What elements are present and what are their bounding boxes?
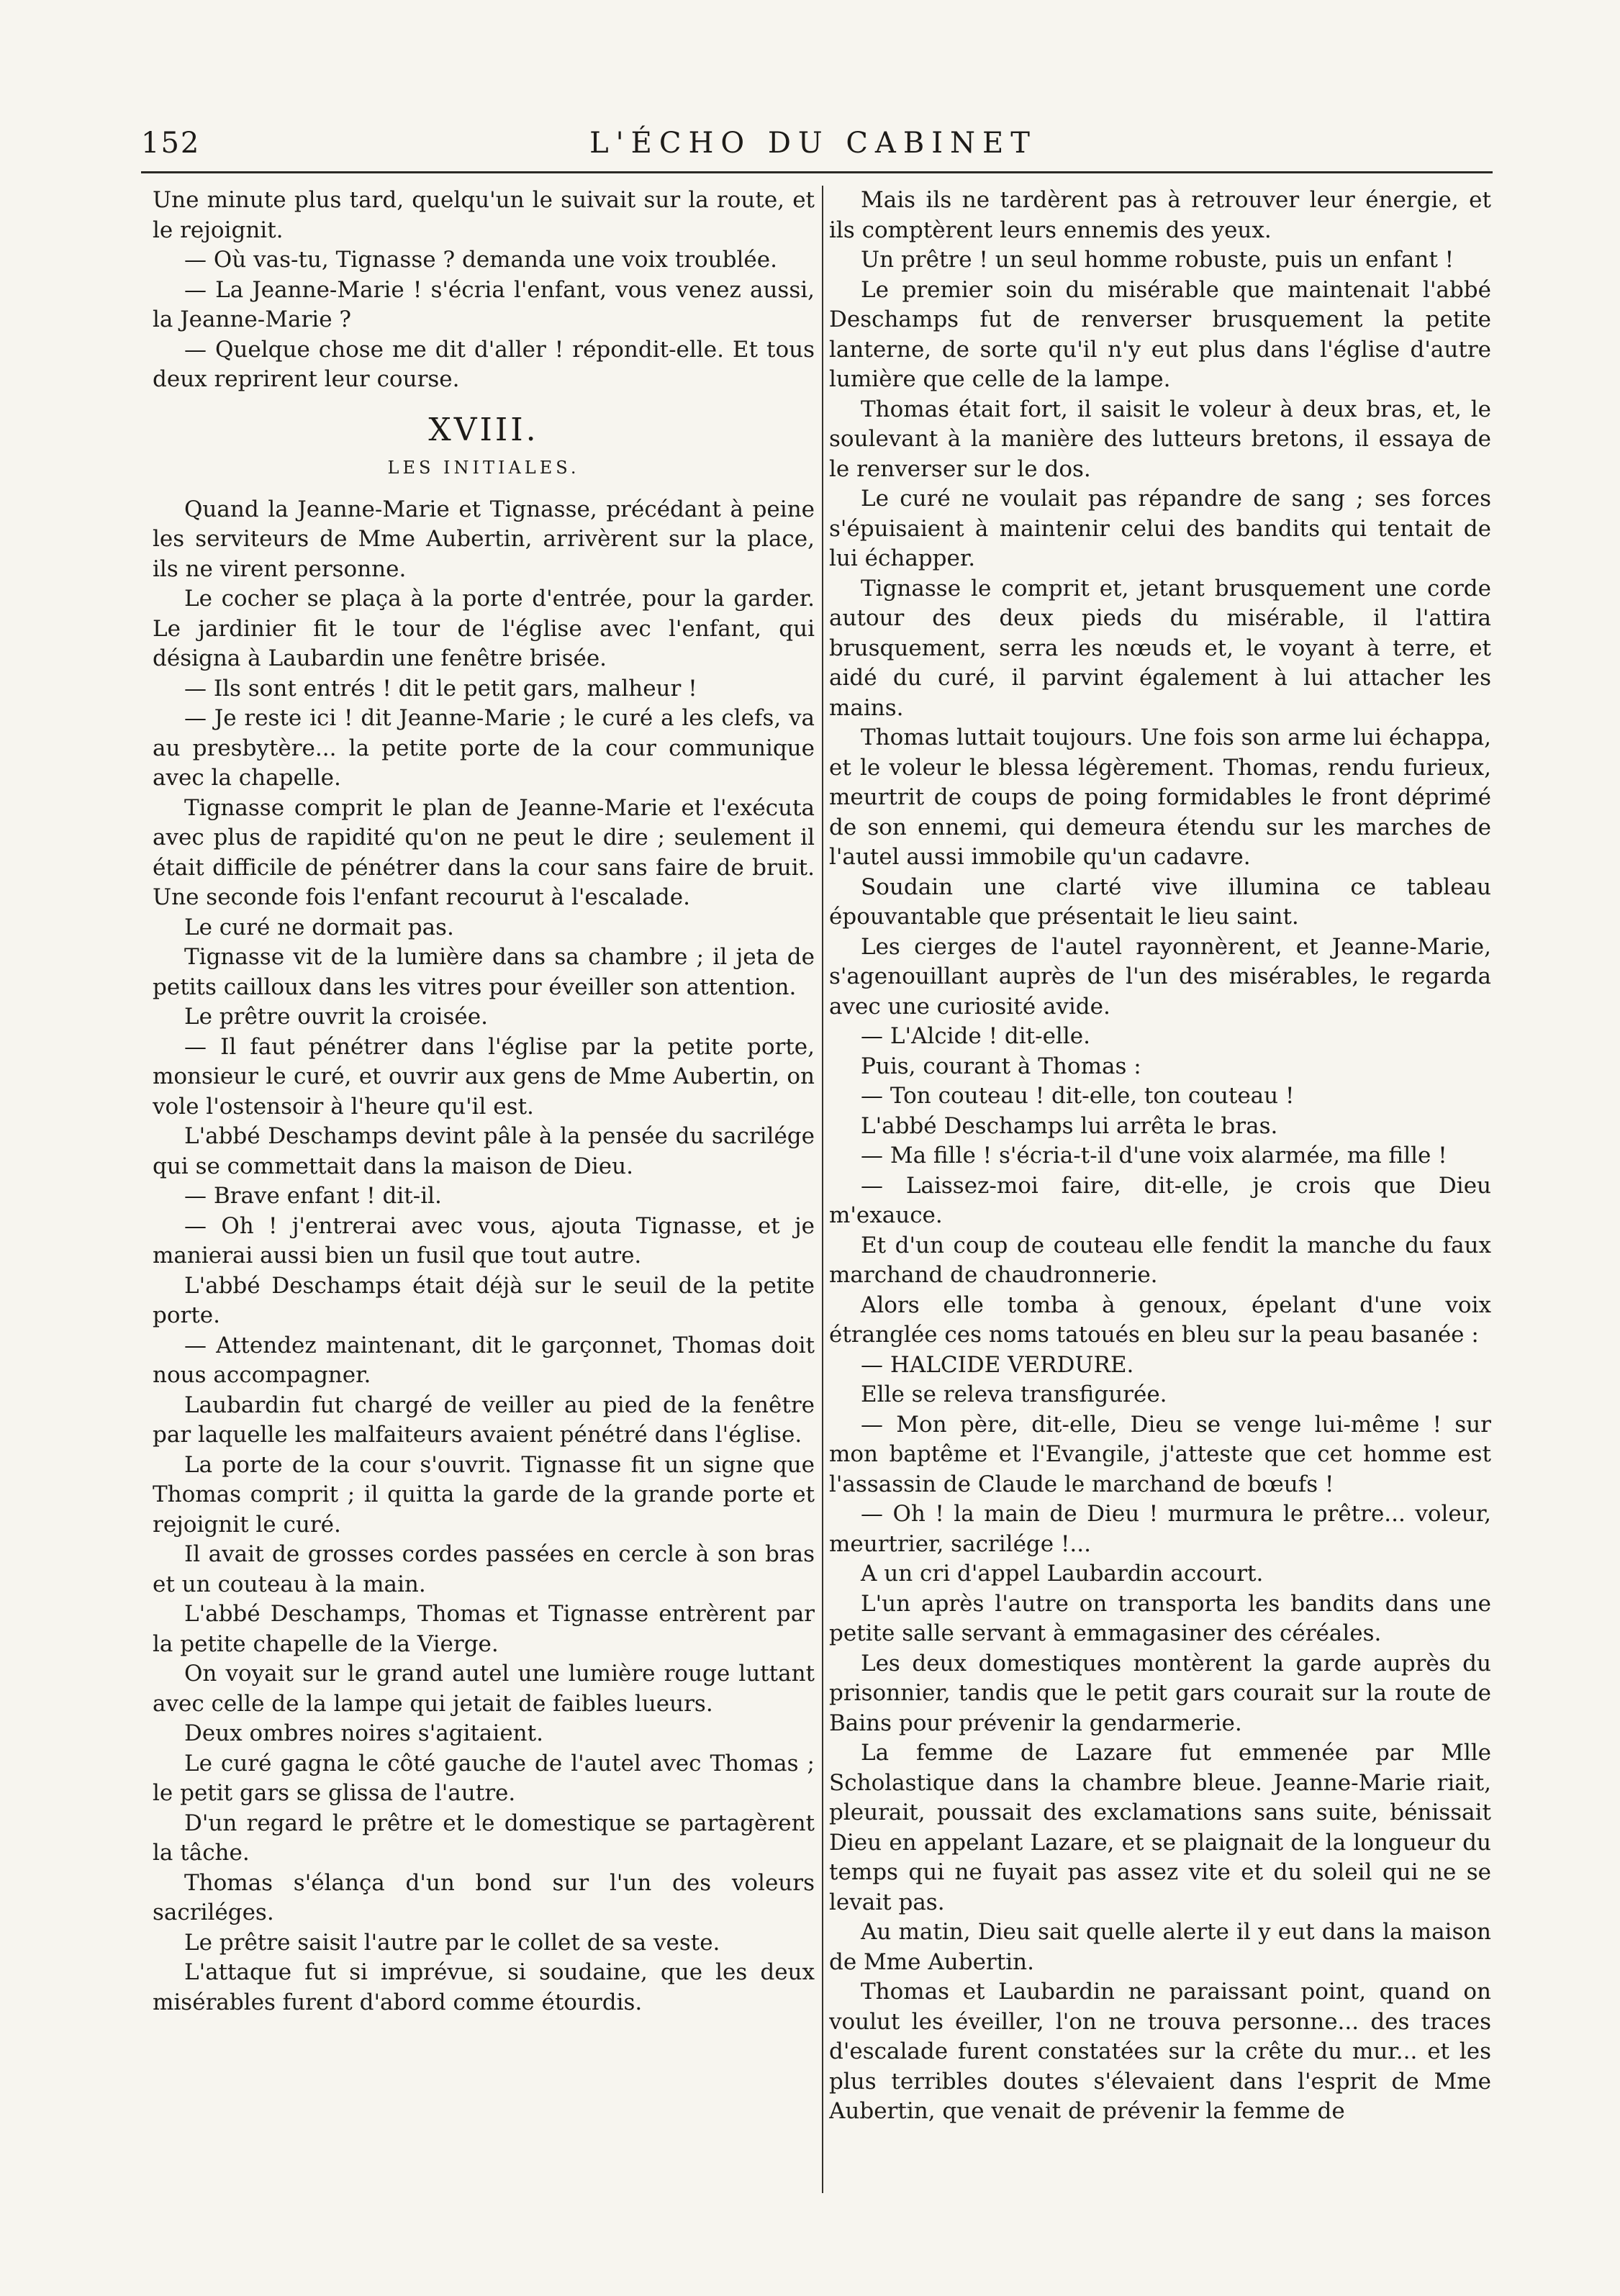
paragraph: — Il faut pénétrer dans l'église par la petite porte, monsieur le curé, et ouvrir aux gens de Mme Aubertin, on vole l'ostensoir à l'heure qu'il est.: [153, 1033, 815, 1120]
paragraph: La femme de Lazare fut emmenée par Mlle Scholastique dans la chambre bleue. Jeanne-Marie riait, pleurait, poussait des exclamations sans suite, bénissait Dieu en appelant Lazare, et se plaignait de la longueur du temps qui ne fuyait pas assez vite et du soleil qui ne se levait pas.: [829, 1740, 1491, 1915]
header-rule: [141, 171, 1493, 173]
paragraph: Thomas s'élança d'un bond sur l'un des voleurs sacriléges.: [153, 1869, 815, 1925]
paragraph: Le prêtre saisit l'autre par le collet de sa veste.: [184, 1929, 720, 1956]
paragraph: On voyait sur le grand autel une lumière rouge luttant avec celle de la lampe qui jetait de faibles lueurs.: [153, 1661, 815, 1717]
paragraph: L'un après l'autre on transporta les bandits dans une petite salle servant à emmagasiner des céréales.: [829, 1590, 1491, 1646]
paragraph: — Ils sont entrés ! dit le petit gars, malheur !: [184, 675, 697, 702]
paragraph: L'abbé Deschamps, Thomas et Tignasse entrèrent par la petite chapelle de la Vierge.: [153, 1601, 815, 1657]
paragraph: Les deux domestiques montèrent la garde auprès du prisonnier, tandis que le petit gars courait sur la route de Bains pour prévenir la gendarmerie.: [829, 1650, 1491, 1736]
paragraph: — L'Alcide ! dit-elle.: [861, 1023, 1090, 1049]
paragraph: — Attendez maintenant, dit le garçonnet, Thomas doit nous accompagner.: [153, 1332, 815, 1388]
paragraph: Puis, courant à Thomas :: [861, 1053, 1141, 1079]
paragraph: Tignasse le comprit et, jetant brusquement une corde autour des deux pieds du misérable, il l'attira brusquement, serra les nœuds et, le voyant à terre, et aidé du curé, il parvint également à lui attacher les mains.: [829, 575, 1491, 721]
paragraph: Laubardin fut chargé de veiller au pied de la fenêtre par laquelle les malfaiteurs avaient pénétré dans l'église.: [153, 1392, 815, 1448]
right-column: [829, 186, 1491, 2200]
paragraph: L'attaque fut si imprévue, si soudaine, que les deux misérables furent d'abord comme étourdis.: [153, 1959, 815, 2015]
paragraph: Et d'un coup de couteau elle fendit la manche du faux marchand de chaudronnerie.: [829, 1232, 1491, 1288]
paragraph: Mais ils ne tardèrent pas à retrouver leur énergie, et ils comptèrent leurs ennemis des yeux.: [829, 187, 1491, 243]
paragraph: — Quelque chose me dit d'aller ! répondit-elle. Et tous deux reprirent leur course.: [153, 336, 815, 392]
paragraph: Le cocher se plaça à la porte d'entrée, pour la garder. Le jardinier fit le tour de l'église avec l'enfant, qui désigna à Laubardin une fenêtre brisée.: [153, 586, 815, 671]
paragraph: Soudain une clarté vive illumina ce tableau épouvantable que présentait le lieu saint.: [829, 874, 1491, 930]
paragraph: Thomas luttait toujours. Une fois son arme lui échappa, et le voleur le blessa légèrement. Thomas, rendu furieux, meurtrit de coups de poing formidables le front déprimé de son ennemi, qui demeura étendu sur les marches de l'autel aussi immobile qu'un cadavre.: [829, 725, 1491, 870]
paragraph: — La Jeanne-Marie ! s'écria l'enfant, vous venez aussi, la Jeanne-Marie ?: [153, 276, 815, 332]
paragraph: Thomas était fort, il saisit le voleur à deux bras, et, le soulevant à la manière des lutteurs bretons, il essaya de le renverser sur le dos.: [829, 396, 1491, 482]
paragraph: — Je reste ici ! dit Jeanne-Marie ; le curé a les clefs, va au presbytère... la petite porte de la cour communique avec la chapelle.: [153, 705, 815, 791]
paragraph: La porte de la cour s'ouvrit. Tignasse fit un signe que Thomas comprit ; il quitta la garde de la grande porte et rejoignit le curé.: [153, 1451, 815, 1538]
page-number: 152: [141, 127, 201, 160]
paragraph: A un cri d'appel Laubardin accourt.: [861, 1561, 1264, 1587]
paragraph: L'abbé Deschamps lui arrêta le bras.: [861, 1112, 1278, 1139]
column-divider: [822, 186, 823, 2193]
paragraph: Les cierges de l'autel rayonnèrent, et Jeanne-Marie, s'agenouillant auprès de l'un des misérables, le regarda avec une curiosité avide.: [829, 933, 1491, 1020]
paragraph: Au matin, Dieu sait quelle alerte il y eut dans la maison de Mme Aubertin.: [829, 1919, 1491, 1975]
paragraph: Tignasse comprit le plan de Jeanne-Marie et l'exécuta avec plus de rapidité qu'on ne peut le dire ; seulement il était difficile de pénétrer dans la cour sans faire de bruit. Une seconde fois l'enfant recourut à l'escalade.: [153, 794, 815, 910]
paragraph: L'abbé Deschamps devint pâle à la pensée du sacrilége qui se commettait dans la maison de Dieu.: [153, 1123, 815, 1179]
running-title: L'ÉCHO DU CABINET: [589, 127, 1037, 160]
paragraph: Le curé gagna le côté gauche de l'autel avec Thomas ; le petit gars se glissa de l'autre.: [153, 1750, 815, 1806]
paragraph: Une minute plus tard, quelqu'un le suivait sur la route, et le rejoignit.: [153, 187, 815, 243]
paragraph: — Laissez-moi faire, dit-elle, je crois que Dieu m'exauce.: [829, 1172, 1491, 1228]
paragraph: Le curé ne voulait pas répandre de sang ; ses forces s'épuisaient à maintenir celui des bandits qui tentait de lui échapper.: [829, 486, 1491, 571]
paragraph: Thomas et Laubardin ne paraissant point, quand on voulut les éveiller, l'on ne trouva personne... des traces d'escalade furent constatées sur la crête du mur... et les plus terribles doutes s'élevaient dans l'esprit de Mme Aubertin, que venait de prévenir la femme de: [829, 1979, 1491, 2124]
paragraph: Alors elle tomba à genoux, épelant d'une voix étranglée ces noms tatoués en bleu sur la peau basanée :: [829, 1292, 1491, 1348]
paragraph: — Brave enfant ! dit-il.: [184, 1183, 442, 1209]
paragraph: — Ton couteau ! dit-elle, ton couteau !: [861, 1083, 1295, 1109]
paragraph: Deux ombres noires s'agitaient.: [184, 1720, 543, 1746]
paragraph: Le premier soin du misérable que maintenait l'abbé Deschamps fut de renverser brusquement la petite lanterne, de sorte qu'il n'y eut plus dans l'église d'autre lumière que celle de la lampe.: [829, 276, 1491, 392]
paragraph: — Oh ! j'entrerai avec vous, ajouta Tignasse, et je manierai aussi bien un fusil que tout autre.: [153, 1212, 815, 1269]
paragraph: Elle se releva transfigurée.: [861, 1381, 1167, 1407]
paragraph: Il avait de grosses cordes passées en cercle à son bras et un couteau à la main.: [153, 1541, 815, 1597]
paragraph: — Où vas-tu, Tignasse ? demanda une voix troublée.: [184, 247, 777, 273]
paragraph: — Oh ! la main de Dieu ! murmura le prêtre... voleur, meurtrier, sacrilége !...: [829, 1501, 1491, 1557]
paragraph: Un prêtre ! un seul homme robuste, puis un enfant !: [861, 247, 1454, 273]
paragraph: Quand la Jeanne-Marie et Tignasse, précédant à peine les serviteurs de Mme Aubertin, arrivèrent sur la place, ils ne virent personne.: [153, 496, 815, 582]
chapter-number: XVIII.: [428, 411, 539, 448]
paragraph: — HALCIDE VERDURE.: [861, 1351, 1134, 1378]
paragraph: D'un regard le prêtre et le domestique se partagèrent la tâche.: [153, 1810, 815, 1866]
paragraph: — Mon père, dit-elle, Dieu se venge lui-même ! sur mon baptême et l'Evangile, j'atteste que cet homme est l'assassin de Claude le marchand de bœufs !: [829, 1411, 1491, 1497]
paragraph: Le prêtre ouvrit la croisée.: [184, 1004, 488, 1030]
paragraph: L'abbé Deschamps était déjà sur le seuil de la petite porte.: [153, 1272, 815, 1328]
paragraph: — Ma fille ! s'écria-t-il d'une voix alarmée, ma fille !: [861, 1143, 1447, 1169]
left-column: [153, 186, 815, 2200]
chapter-title: LES INITIALES.: [387, 458, 580, 478]
paragraph: Tignasse vit de la lumière dans sa chambre ; il jeta de petits cailloux dans les vitres pour éveiller son attention.: [153, 944, 815, 1000]
paragraph: Le curé ne dormait pas.: [184, 914, 454, 940]
